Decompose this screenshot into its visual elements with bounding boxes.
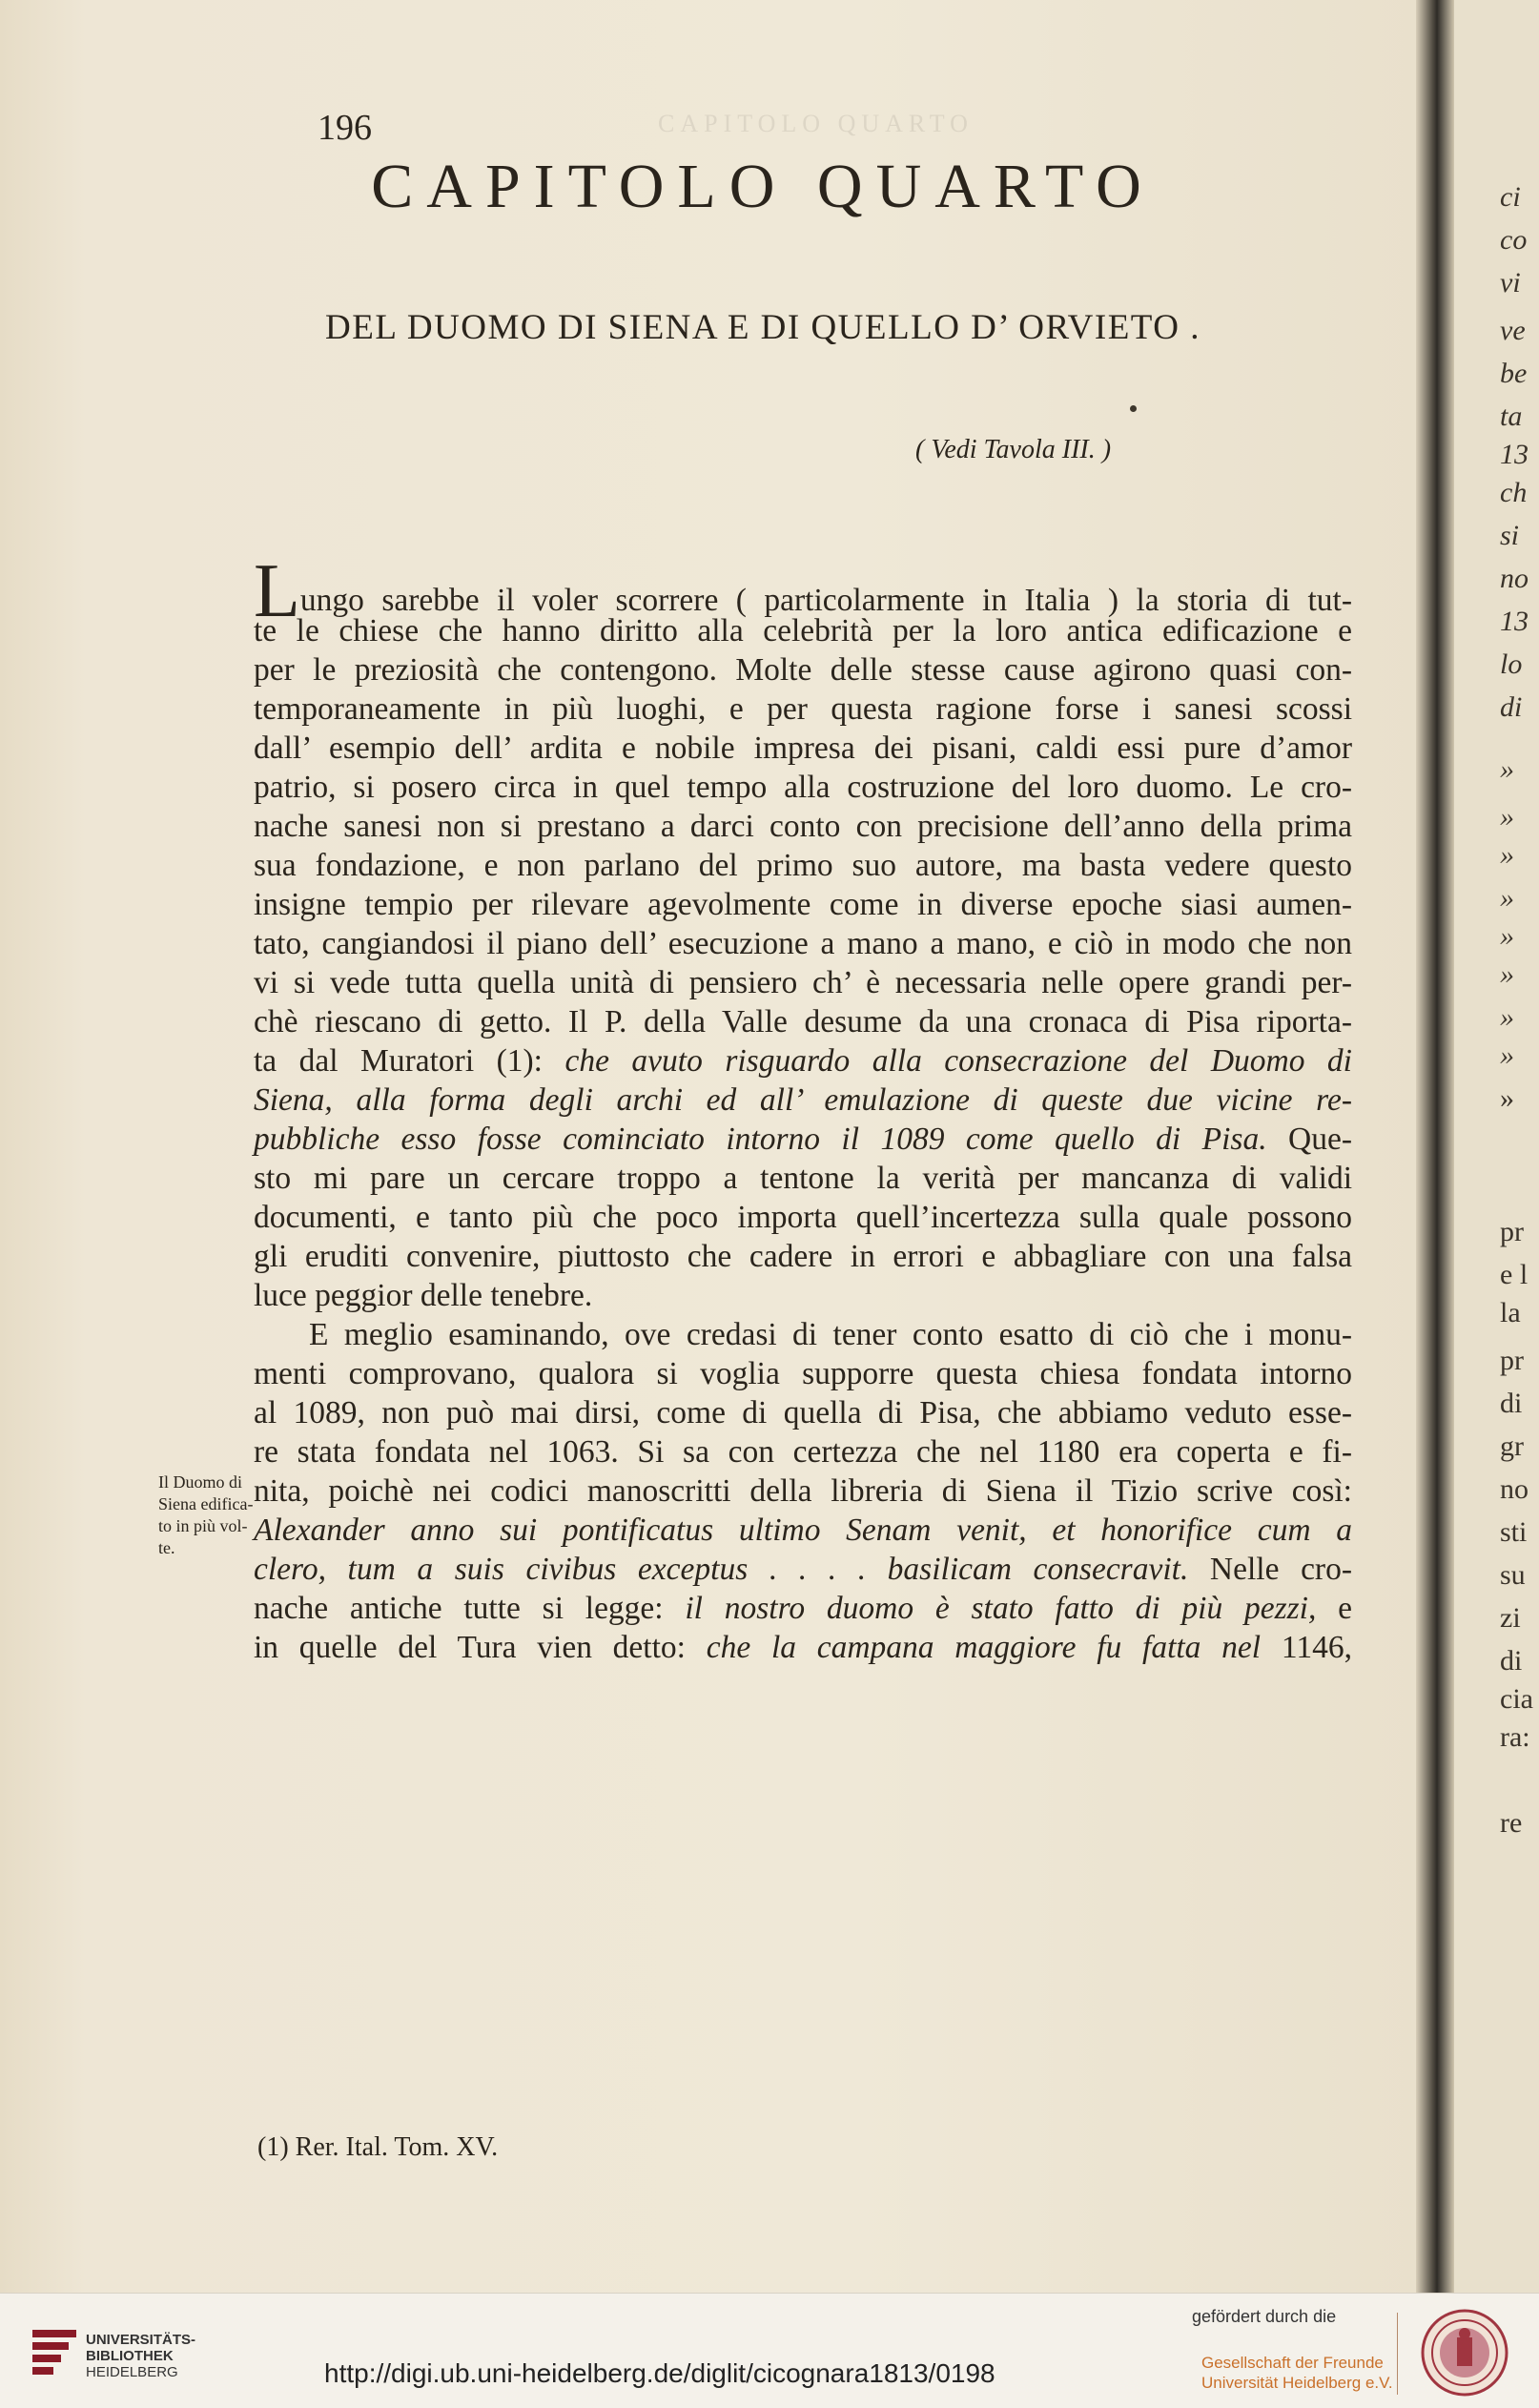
book-gutter	[1416, 0, 1454, 2293]
adjacent-page-fragment: ra:	[1500, 1721, 1530, 1753]
body-line: temporaneamente in più luoghi, e per questa ragione forse i sanesi scossi	[254, 691, 1352, 727]
adjacent-page-fragment: »	[1500, 1001, 1514, 1033]
adjacent-page-fragment: zi	[1500, 1602, 1521, 1634]
body-line: chè riescano di getto. Il P. della Valle desume da una cronaca di Pisa riporta-	[254, 1004, 1352, 1039]
footer-divider	[1397, 2313, 1398, 2395]
body-line: ta dal Muratori (1): che avuto risguardo alla consecrazione del Duomo di	[254, 1043, 1352, 1079]
adjacent-page-fragment: cia	[1500, 1683, 1533, 1715]
italic-quote: pubbliche esso fosse cominciato intorno il 1089 come quello di Pisa.	[254, 1122, 1267, 1157]
adjacent-page-fragment: no	[1500, 1473, 1529, 1505]
adjacent-page-fragment: 13	[1500, 606, 1529, 637]
library-logo-text[interactable]: UNIVERSITÄTS- BIBLIOTHEK HEIDELBERG	[86, 2332, 196, 2380]
bleed-through-header: CAPITOLO QUARTO	[658, 110, 974, 137]
footnote: (1) Rer. Ital. Tom. XV.	[257, 2132, 499, 2162]
chapter-title: CAPITOLO QUARTO	[371, 152, 1155, 221]
adjacent-page-fragment: gr	[1500, 1430, 1524, 1462]
body-line: Lungo sarebbe il voler scorrere ( particolarmente in Italia ) la storia di tut-	[254, 549, 1352, 633]
adjacent-page-fragment: lo	[1500, 648, 1523, 680]
adjacent-page-fragment: »	[1500, 958, 1514, 990]
body-line: per le preziosità che contengono. Molte delle stesse cause agirono quasi con-	[254, 652, 1352, 688]
body-line: nache sanesi non si prestano a darci conto con precisione dell’anno della prima	[254, 809, 1352, 844]
adjacent-page-fragment: ci	[1500, 181, 1521, 213]
ink-dot	[1130, 405, 1137, 412]
body-line	[254, 1081, 1352, 1120]
adjacent-page-fragment: no	[1500, 563, 1529, 594]
body-line: menti comprovano, qualora si voglia supporre questa chiesa fondata intorno	[254, 1356, 1352, 1391]
body-line: nache antiche tutte si legge: il nostro duomo è stato fatto di più pezzi, e	[254, 1591, 1352, 1626]
body-line: nita, poichè nei codici manoscritti della libreria di Siena il Tizio scrive così:	[254, 1473, 1352, 1509]
body-line: in quelle del Tura vien detto: che la campana maggiore fu fatta nel 1146,	[254, 1630, 1352, 1665]
adjacent-page-fragment: e l	[1500, 1259, 1529, 1290]
marginal-note: Il Duomo di Siena edifica- to in più vol- te.	[158, 1472, 254, 1557]
adjacent-page-fragment: ve	[1500, 315, 1526, 346]
adjacent-page-fragment: ch	[1500, 477, 1528, 508]
viewer-footer	[0, 2293, 1539, 2408]
adjacent-page-fragment: ta	[1500, 401, 1523, 432]
italic-quote: Siena, alla forma degli archi ed all’ emulazione di queste due vicine re-	[254, 1082, 1352, 1118]
body-line: clero, tum a suis civibus exceptus . . . . basilicam consecravit. Nelle cro-	[254, 1552, 1352, 1587]
italic-quote: che la campana maggiore fu fatta nel	[706, 1630, 1262, 1665]
body-line: sto mi pare un cercare troppo a tentone la verità per mancanza di validi	[254, 1161, 1352, 1196]
adjacent-page-fragment: pr	[1500, 1216, 1524, 1247]
library-logo-icon	[32, 2330, 76, 2376]
italic-quote: clero, tum a suis civibus exceptus . . . . basilicam consecravit.	[254, 1552, 1189, 1587]
adjacent-page-fragment: co	[1500, 224, 1528, 256]
adjacent-page-fragment: vi	[1500, 267, 1521, 298]
body-line: E meglio esaminando, ove credasi di tener conto esatto di ciò che i monu-	[309, 1317, 1352, 1352]
body-line: insigne tempio per rilevare agevolmente come in diverse epoche siasi aumen-	[254, 887, 1352, 922]
body-line: re stata fondata nel 1063. Si sa con certezza che nel 1180 era coperta e fi-	[254, 1434, 1352, 1470]
adjacent-page-fragment: la	[1500, 1297, 1521, 1328]
adjacent-page-fragment: 13	[1500, 439, 1529, 470]
italic-quote: il nostro duomo è stato fatto di più pezzi,	[685, 1591, 1317, 1626]
adjacent-page-fragment: »	[1500, 920, 1514, 952]
plate-reference: ( Vedi Tavola III. )	[915, 435, 1112, 464]
adjacent-page-fragment: sti	[1500, 1516, 1528, 1548]
body-line: te le chiese che hanno diritto alla celebrità per la loro antica edificazione e	[254, 613, 1352, 648]
body-line: patrio, si posero circa in quel tempo alla costruzione del loro duomo. Le cro-	[254, 770, 1352, 805]
body-line: tato, cangiandosi il piano dell’ esecuzione a mano a mano, e ciò in modo che non	[254, 926, 1352, 961]
body-line: gli eruditi convenire, piuttosto che cadere in errori e abbagliare con una falsa	[254, 1239, 1352, 1274]
adjacent-page-fragment: di	[1500, 691, 1523, 723]
chapter-subtitle: DEL DUOMO DI SIENA E DI QUELLO D’ ORVIETO .	[325, 308, 1200, 347]
body-line: pubbliche esso fosse cominciato intorno il 1089 come quello di Pisa. Que-	[254, 1122, 1352, 1157]
page-number: 196	[318, 108, 372, 148]
adjacent-page-fragment: »	[1500, 801, 1514, 833]
adjacent-page-fragment: si	[1500, 520, 1520, 551]
body-line: documenti, e tanto più che poco importa quell’incertezza sulla quale possono	[254, 1200, 1352, 1235]
adjacent-page-fragment: »	[1500, 1082, 1514, 1114]
adjacent-page-fragment: di	[1500, 1645, 1523, 1677]
body-line: al 1089, non può mai dirsi, come di quella di Pisa, che abbiamo veduto esse-	[254, 1395, 1352, 1430]
permalink-url[interactable]: http://digi.ub.uni-heidelberg.de/diglit/cicognara1813/0198	[324, 2358, 995, 2388]
adjacent-page-fragment: di	[1500, 1388, 1523, 1419]
body-line: vi si vede tutta quella unità di pensiero ch’ è necessaria nelle opere grandi per-	[254, 965, 1352, 1000]
adjacent-page-fragment: su	[1500, 1559, 1526, 1591]
adjacent-page-fragment: »	[1500, 882, 1514, 914]
italic-quote: Alexander anno sui pontificatus ultimo Senam venit, et honorifice cum a	[254, 1513, 1352, 1548]
adjacent-page-fragment: be	[1500, 358, 1528, 389]
adjacent-page-fragment: »	[1500, 1039, 1514, 1071]
body-line: sua fondazione, e non parlano del primo suo autore, ma basta vedere questo	[254, 848, 1352, 883]
adjacent-page-fragment: pr	[1500, 1345, 1524, 1376]
body-line	[254, 1511, 1352, 1550]
society-name[interactable]: Gesellschaft der Freunde Universität Heidelberg e.V.	[1201, 2354, 1393, 2392]
funded-by-label: gefördert durch die	[1192, 2307, 1337, 2326]
body-text	[254, 549, 1352, 1667]
adjacent-page-fragment: re	[1500, 1807, 1523, 1839]
drop-cap: L	[254, 549, 300, 633]
body-line: luce peggior delle tenebre.	[254, 1278, 593, 1313]
body-line: dall’ esempio dell’ ardita e nobile impresa dei pisani, caldi essi pure d’amor	[254, 731, 1352, 766]
adjacent-page-fragment: »	[1500, 753, 1514, 785]
adjacent-page-fragment: »	[1500, 839, 1514, 871]
italic-quote: che avuto risguardo alla consecrazione del Duomo di	[564, 1043, 1352, 1079]
adjacent-page-edge	[1454, 0, 1539, 2293]
university-seal-icon	[1421, 2309, 1508, 2397]
